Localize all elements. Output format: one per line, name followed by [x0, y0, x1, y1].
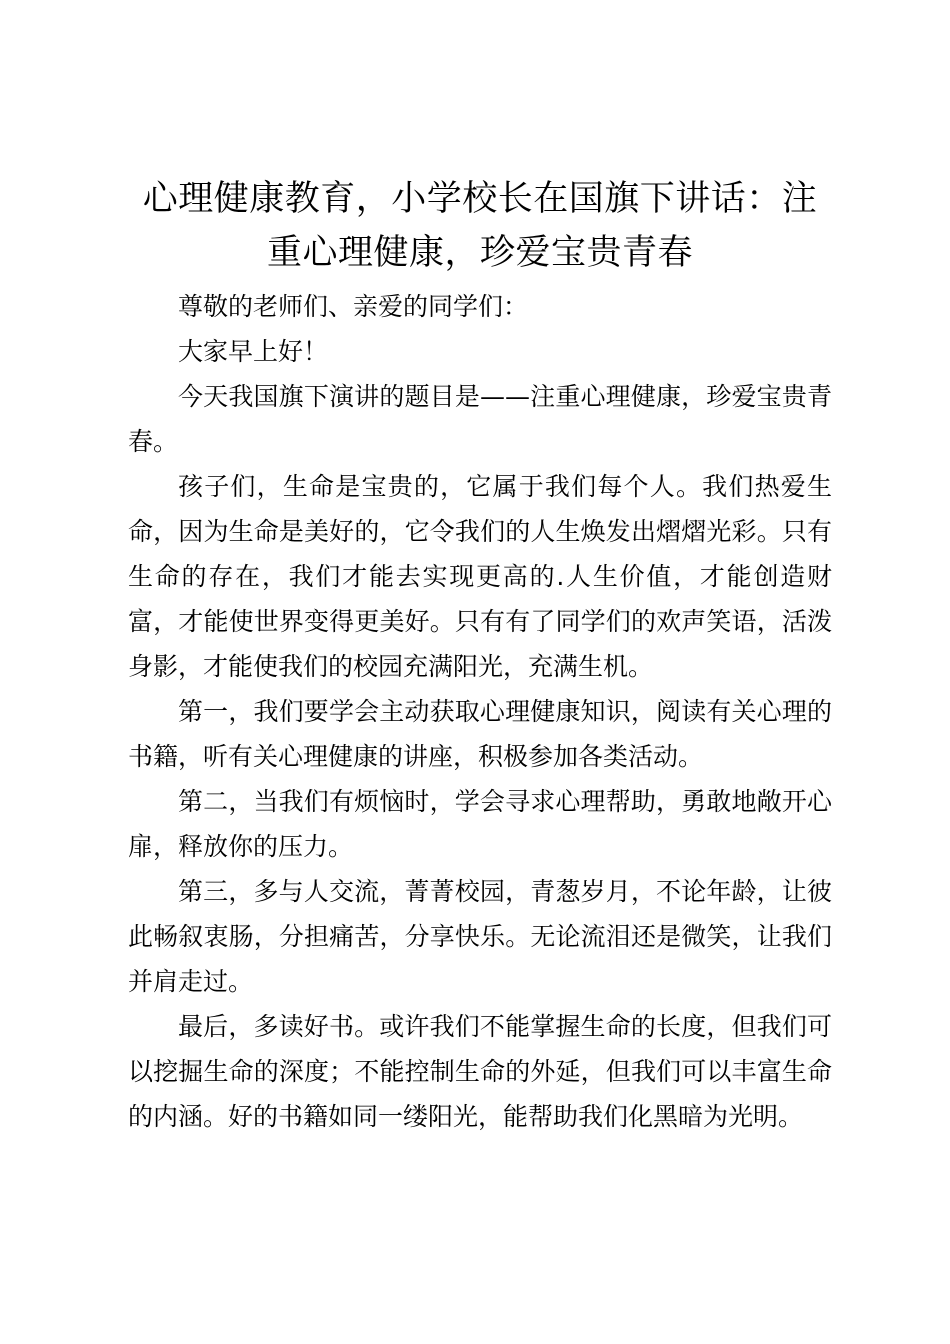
point-one-paragraph: 第一，我们要学会主动获取心理健康知识，阅读有关心理的书籍，听有关心理健康的讲座，积极参加各类活动。 [128, 697, 832, 771]
point-three-paragraph: 第三，多与人交流，菁菁校园，青葱岁月，不论年龄，让彼此畅叙衷肠，分担痛苦，分享快乐。无论流泪还是微笑，让我们并肩走过。 [128, 877, 832, 996]
greeting-paragraph: 尊敬的老师们、亲爱的同学们： [178, 292, 529, 321]
closing-paragraph: 最后，多读好书。或许我们不能掌握生命的长度，但我们可以挖掘生命的深度；不能控制生命的外延，但我们可以丰富生命的内涵。好的书籍如同一缕阳光，能帮助我们化黑暗为光明。 [128, 1012, 832, 1131]
body-paragraph: 孩子们，生命是宝贵的，它属于我们每个人。我们热爱生命，因为生命是美好的，它令我们的人生焕发出熠熠光彩。只有生命的存在，我们才能去实现更高的.人生价值，才能创造财富，才能使世界变得更美好。只有有了同学们的欢声笑语，活泼身影，才能使我们的校园充满阳光，充满生机。 [128, 472, 832, 681]
document-title: 心理健康教育，小学校长在国旗下讲话：注重心理健康，珍爱宝贵青春 [142, 179, 818, 273]
point-two-paragraph: 第二，当我们有烦恼时，学会寻求心理帮助，勇敢地敞开心扉，释放你的压力。 [128, 787, 832, 861]
topic-paragraph: 今天我国旗下演讲的题目是——注重心理健康，珍爱宝贵青春。 [128, 382, 832, 456]
document-page [128, 172, 832, 1139]
opening-paragraph: 大家早上好！ [178, 337, 329, 366]
